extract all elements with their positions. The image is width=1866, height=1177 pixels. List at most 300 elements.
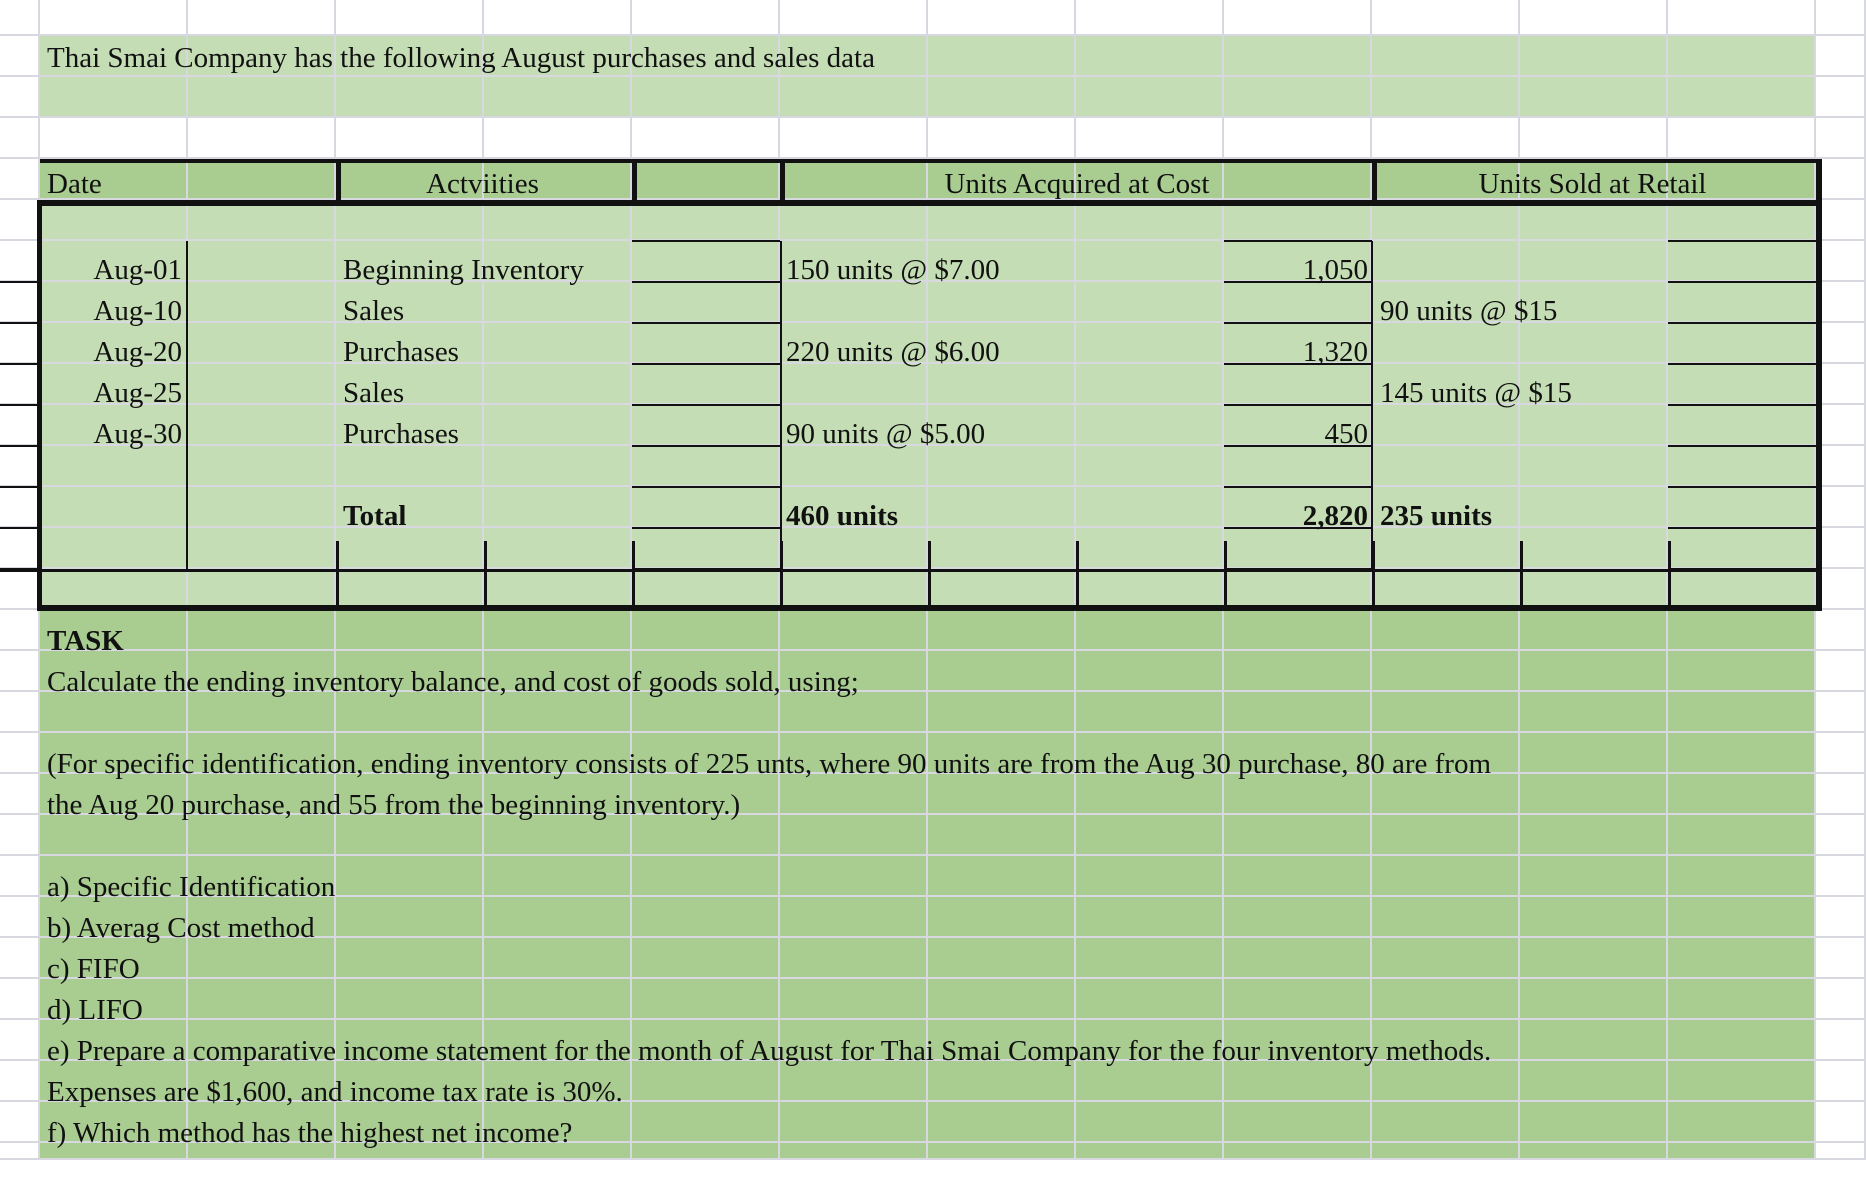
- row-header-cell[interactable]: [0, 1020, 40, 1061]
- sheet-cell[interactable]: [484, 364, 632, 405]
- sheet-cell[interactable]: [1224, 569, 1372, 610]
- sheet-cell[interactable]: [632, 528, 780, 569]
- sheet-cell[interactable]: [780, 979, 928, 1020]
- sheet-cell[interactable]: [336, 0, 484, 36]
- header-date[interactable]: Date: [47, 168, 102, 200]
- sheet-cell[interactable]: [1076, 241, 1224, 282]
- sheet-cell[interactable]: [632, 159, 780, 200]
- sheet-cell[interactable]: [780, 815, 928, 856]
- row-date-4[interactable]: Aug-25: [93, 377, 182, 409]
- sheet-cell[interactable]: [1076, 856, 1224, 897]
- sheet-cell[interactable]: [1372, 1102, 1520, 1143]
- row-header-cell[interactable]: [0, 610, 40, 651]
- sheet-cell[interactable]: [632, 487, 780, 528]
- row-activity-4[interactable]: Sales: [343, 377, 405, 409]
- sheet-cell[interactable]: [632, 118, 780, 159]
- sheet-cell[interactable]: [632, 241, 780, 282]
- row-header-cell[interactable]: [0, 77, 40, 118]
- sheet-cell[interactable]: [1372, 241, 1520, 282]
- col-rule: [780, 241, 782, 569]
- sheet-cell[interactable]: [632, 1102, 780, 1143]
- sheet-cell[interactable]: [1076, 77, 1224, 118]
- sheet-cell[interactable]: [1076, 897, 1224, 938]
- sheet-cell[interactable]: [780, 77, 928, 118]
- sheet-cell[interactable]: [1076, 938, 1224, 979]
- sheet-cell[interactable]: [1224, 938, 1372, 979]
- sheet-cell[interactable]: [484, 323, 632, 364]
- row-activity-3[interactable]: Purchases: [343, 336, 459, 368]
- sheet-cell[interactable]: [1668, 487, 1816, 528]
- sheet-cell[interactable]: [188, 405, 336, 446]
- row-header-cell[interactable]: [0, 692, 40, 733]
- sheet-cell[interactable]: [1076, 200, 1224, 241]
- row-header-cell[interactable]: [0, 159, 40, 200]
- sheet-cell[interactable]: [1224, 118, 1372, 159]
- sheet-cell[interactable]: [336, 118, 484, 159]
- sheet-cell[interactable]: [1372, 651, 1520, 692]
- sheet-cell[interactable]: [780, 118, 928, 159]
- sheet-cell[interactable]: [336, 200, 484, 241]
- sheet-cell[interactable]: [1372, 36, 1520, 77]
- sheet-cell[interactable]: [1816, 856, 1866, 897]
- sheet-cell[interactable]: [928, 118, 1076, 159]
- row-cost-3[interactable]: 1,320: [1302, 336, 1368, 368]
- row-header-cell[interactable]: [0, 282, 40, 323]
- sheet-cell[interactable]: [1076, 692, 1224, 733]
- sheet-cell[interactable]: [1668, 200, 1816, 241]
- sheet-cell[interactable]: [1224, 856, 1372, 897]
- sheet-cell[interactable]: [928, 569, 1076, 610]
- sheet-cell[interactable]: [484, 0, 632, 36]
- sheet-cell[interactable]: [1372, 897, 1520, 938]
- sheet-cell[interactable]: [632, 897, 780, 938]
- sheet-cell[interactable]: [1816, 364, 1866, 405]
- sheet-cell[interactable]: [188, 159, 336, 200]
- sheet-cell[interactable]: [1816, 1061, 1866, 1102]
- sheet-cell[interactable]: [40, 0, 188, 36]
- sheet-cell[interactable]: [928, 77, 1076, 118]
- sheet-cell[interactable]: [1520, 1061, 1668, 1102]
- sheet-cell[interactable]: [40, 118, 188, 159]
- sheet-cell[interactable]: [1816, 938, 1866, 979]
- row-activity-1[interactable]: Beginning Inventory: [343, 254, 584, 286]
- total-label[interactable]: Total: [343, 500, 407, 532]
- row-header-cell[interactable]: [0, 733, 40, 774]
- sheet-cell[interactable]: [1372, 610, 1520, 651]
- row-header-cell[interactable]: [0, 118, 40, 159]
- sheet-cell[interactable]: [1816, 323, 1866, 364]
- row-date-1[interactable]: Aug-01: [93, 254, 182, 286]
- sheet-cell[interactable]: [1668, 1102, 1816, 1143]
- header-units-acquired[interactable]: Units Acquired at Cost: [944, 168, 1210, 200]
- sheet-cell[interactable]: [928, 0, 1076, 36]
- sheet-cell[interactable]: [1668, 282, 1816, 323]
- sheet-cell[interactable]: [1520, 487, 1668, 528]
- sheet-cell[interactable]: [1372, 815, 1520, 856]
- sheet-cell[interactable]: [1816, 774, 1866, 815]
- sheet-cell[interactable]: [928, 856, 1076, 897]
- total-cost[interactable]: 2,820: [1302, 500, 1368, 532]
- sheet-cell[interactable]: [1520, 36, 1668, 77]
- sheet-cell[interactable]: [1076, 569, 1224, 610]
- sheet-cell[interactable]: [1520, 815, 1668, 856]
- sheet-cell[interactable]: [1668, 856, 1816, 897]
- sheet-cell[interactable]: [1372, 118, 1520, 159]
- sheet-cell[interactable]: [928, 1143, 1076, 1160]
- sheet-cell[interactable]: [1668, 938, 1816, 979]
- sheet-cell[interactable]: [188, 282, 336, 323]
- sheet-cell[interactable]: [632, 610, 780, 651]
- sheet-cell[interactable]: [632, 323, 780, 364]
- cell-rule: [1668, 486, 1816, 488]
- sheet-cell[interactable]: [1816, 405, 1866, 446]
- sheet-cell[interactable]: [1372, 1143, 1520, 1160]
- sheet-cell[interactable]: [1076, 405, 1224, 446]
- sheet-cell[interactable]: [1372, 77, 1520, 118]
- sheet-cell[interactable]: [188, 979, 336, 1020]
- sheet-cell[interactable]: [780, 569, 928, 610]
- sheet-cell[interactable]: [1668, 0, 1816, 36]
- sheet-cell[interactable]: [632, 979, 780, 1020]
- sheet-cell[interactable]: [928, 938, 1076, 979]
- sheet-cell[interactable]: [1816, 159, 1866, 200]
- row-cost-5[interactable]: 450: [1324, 418, 1368, 450]
- sheet-cell[interactable]: [632, 364, 780, 405]
- row-header-cell[interactable]: [0, 979, 40, 1020]
- row-acquired-3[interactable]: 220 units @ $6.00: [786, 336, 1000, 368]
- row-header-cell[interactable]: [0, 569, 40, 610]
- sheet-cell[interactable]: [188, 241, 336, 282]
- sheet-cell[interactable]: [1668, 651, 1816, 692]
- sheet-cell[interactable]: [928, 487, 1076, 528]
- sheet-cell[interactable]: [336, 979, 484, 1020]
- sheet-cell[interactable]: [484, 77, 632, 118]
- sheet-cell[interactable]: [188, 528, 336, 569]
- sheet-cell[interactable]: [1372, 938, 1520, 979]
- sheet-cell[interactable]: [1520, 446, 1668, 487]
- sheet-cell[interactable]: [928, 815, 1076, 856]
- row-header-cell[interactable]: [0, 405, 40, 446]
- sheet-cell[interactable]: [1076, 528, 1224, 569]
- sheet-cell[interactable]: [188, 610, 336, 651]
- sheet-cell[interactable]: [1520, 1020, 1668, 1061]
- sheet-cell[interactable]: [632, 938, 780, 979]
- sheet-cell[interactable]: [1668, 569, 1816, 610]
- sheet-cell[interactable]: [632, 200, 780, 241]
- sheet-cell[interactable]: [928, 200, 1076, 241]
- sheet-cell[interactable]: [1668, 77, 1816, 118]
- sheet-cell[interactable]: [188, 0, 336, 36]
- sheet-cell[interactable]: [1076, 979, 1224, 1020]
- sheet-cell[interactable]: [632, 1143, 780, 1160]
- sheet-cell[interactable]: [1224, 200, 1372, 241]
- sheet-cell[interactable]: [1520, 774, 1668, 815]
- row-acquired-1[interactable]: 150 units @ $7.00: [786, 254, 1000, 286]
- sheet-cell[interactable]: [40, 487, 188, 528]
- sheet-cell[interactable]: [1816, 569, 1866, 610]
- sheet-cell[interactable]: [1668, 1061, 1816, 1102]
- row-header-cell[interactable]: [0, 200, 40, 241]
- sheet-cell[interactable]: [1372, 692, 1520, 733]
- sheet-cell[interactable]: [780, 938, 928, 979]
- sheet-cell[interactable]: [1076, 118, 1224, 159]
- sheet-cell[interactable]: [484, 610, 632, 651]
- sheet-cell[interactable]: [928, 692, 1076, 733]
- sheet-cell[interactable]: [1372, 569, 1520, 610]
- sheet-cell[interactable]: [336, 938, 484, 979]
- sheet-cell[interactable]: [1076, 815, 1224, 856]
- sheet-cell[interactable]: [1668, 733, 1816, 774]
- sheet-cell[interactable]: [1372, 446, 1520, 487]
- sheet-cell[interactable]: [632, 569, 780, 610]
- sheet-cell[interactable]: [1224, 692, 1372, 733]
- row-header-cell[interactable]: [0, 815, 40, 856]
- sheet-cell[interactable]: [1668, 1143, 1816, 1160]
- header-units-sold[interactable]: Units Sold at Retail: [1478, 168, 1707, 200]
- sheet-cell[interactable]: [1224, 979, 1372, 1020]
- sheet-cell[interactable]: [1520, 118, 1668, 159]
- sheet-cell[interactable]: [1520, 528, 1668, 569]
- sheet-cell[interactable]: [1668, 118, 1816, 159]
- row-header-cell[interactable]: [0, 528, 40, 569]
- row-date-3[interactable]: Aug-20: [93, 336, 182, 368]
- sheet-cell[interactable]: [1076, 1102, 1224, 1143]
- sheet-cell[interactable]: [484, 897, 632, 938]
- sheet-cell[interactable]: [1520, 651, 1668, 692]
- sheet-cell[interactable]: [928, 979, 1076, 1020]
- sheet-cell[interactable]: [1668, 364, 1816, 405]
- sheet-cell[interactable]: [484, 528, 632, 569]
- sheet-cell[interactable]: [1520, 692, 1668, 733]
- sheet-cell[interactable]: [188, 487, 336, 528]
- sheet-cell[interactable]: [1076, 651, 1224, 692]
- row-header-cell[interactable]: [0, 323, 40, 364]
- sheet-cell[interactable]: [336, 897, 484, 938]
- sheet-cell[interactable]: [1520, 979, 1668, 1020]
- row-date-2[interactable]: Aug-10: [93, 295, 182, 327]
- sheet-cell[interactable]: [1076, 610, 1224, 651]
- row-sold-2[interactable]: 90 units @ $15: [1380, 295, 1558, 327]
- sheet-cell[interactable]: [1816, 487, 1866, 528]
- task-item-a: a) Specific Identification: [47, 871, 336, 903]
- row-header-cell[interactable]: [0, 651, 40, 692]
- sheet-cell[interactable]: [484, 856, 632, 897]
- sheet-cell[interactable]: [484, 200, 632, 241]
- sheet-cell[interactable]: [1520, 856, 1668, 897]
- sheet-cell[interactable]: [928, 528, 1076, 569]
- sheet-cell[interactable]: [1816, 77, 1866, 118]
- sheet-cell[interactable]: [780, 1143, 928, 1160]
- sheet-cell[interactable]: [1224, 651, 1372, 692]
- sheet-cell[interactable]: [1076, 36, 1224, 77]
- row-cost-1[interactable]: 1,050: [1302, 254, 1368, 286]
- row-activity-5[interactable]: Purchases: [343, 418, 459, 450]
- sheet-cell[interactable]: [1816, 0, 1866, 36]
- sheet-cell[interactable]: [1668, 1020, 1816, 1061]
- sheet-cell[interactable]: [188, 323, 336, 364]
- sheet-cell[interactable]: [928, 1102, 1076, 1143]
- sheet-cell[interactable]: [1076, 1143, 1224, 1160]
- row-sold-4[interactable]: 145 units @ $15: [1380, 377, 1572, 409]
- sheet-cell[interactable]: [780, 897, 928, 938]
- sheet-cell[interactable]: [1668, 610, 1816, 651]
- row-activity-2[interactable]: Sales: [343, 295, 405, 327]
- sheet-cell[interactable]: [1520, 241, 1668, 282]
- sheet-cell[interactable]: [1816, 897, 1866, 938]
- sheet-cell[interactable]: [1816, 1102, 1866, 1143]
- sheet-cell[interactable]: [1816, 36, 1866, 77]
- row-header-cell[interactable]: [0, 0, 40, 36]
- sheet-cell[interactable]: [1816, 241, 1866, 282]
- sheet-cell[interactable]: [1668, 979, 1816, 1020]
- sheet-cell[interactable]: [40, 569, 188, 610]
- sheet-cell[interactable]: [632, 282, 780, 323]
- sheet-cell[interactable]: [40, 528, 188, 569]
- sheet-cell[interactable]: [188, 118, 336, 159]
- sheet-cell[interactable]: [1816, 282, 1866, 323]
- sheet-cell[interactable]: [1224, 1102, 1372, 1143]
- sheet-cell[interactable]: [188, 77, 336, 118]
- sheet-cell[interactable]: [632, 77, 780, 118]
- sheet-cell[interactable]: [484, 938, 632, 979]
- sheet-cell[interactable]: [1076, 487, 1224, 528]
- sheet-cell[interactable]: [484, 405, 632, 446]
- row-header-cell[interactable]: [0, 1143, 40, 1160]
- sheet-cell[interactable]: [928, 36, 1076, 77]
- sheet-cell[interactable]: [1816, 1143, 1866, 1160]
- sheet-cell[interactable]: [1224, 36, 1372, 77]
- sheet-cell[interactable]: [1668, 405, 1816, 446]
- task-line: Calculate the ending inventory balance, and cost of goods sold, using;: [47, 666, 859, 698]
- sheet-cell[interactable]: [632, 0, 780, 36]
- row-header-cell[interactable]: [0, 856, 40, 897]
- row-header-cell[interactable]: [0, 446, 40, 487]
- sheet-cell[interactable]: [928, 651, 1076, 692]
- sheet-cell[interactable]: [1076, 364, 1224, 405]
- sheet-cell[interactable]: [188, 446, 336, 487]
- sheet-cell[interactable]: [336, 77, 484, 118]
- sheet-cell[interactable]: [632, 856, 780, 897]
- sheet-cell[interactable]: [780, 610, 928, 651]
- sheet-cell[interactable]: [1520, 733, 1668, 774]
- sheet-cell[interactable]: [780, 1102, 928, 1143]
- sheet-cell[interactable]: [484, 487, 632, 528]
- sheet-cell[interactable]: [1520, 938, 1668, 979]
- header-activities[interactable]: Actviities: [426, 168, 539, 200]
- total-sold[interactable]: 235 units: [1380, 500, 1493, 532]
- row-header-cell[interactable]: [0, 938, 40, 979]
- sheet-cell[interactable]: [1816, 118, 1866, 159]
- sheet-cell[interactable]: [1520, 200, 1668, 241]
- sheet-cell[interactable]: [1076, 323, 1224, 364]
- sheet-cell[interactable]: [1668, 692, 1816, 733]
- sheet-cell[interactable]: [1668, 446, 1816, 487]
- sheet-cell[interactable]: [1816, 651, 1866, 692]
- sheet-cell[interactable]: [1372, 979, 1520, 1020]
- row-header-cell[interactable]: [0, 1102, 40, 1143]
- sheet-cell[interactable]: [780, 0, 928, 36]
- sheet-cell[interactable]: [1224, 610, 1372, 651]
- row-acquired-5[interactable]: 90 units @ $5.00: [786, 418, 986, 450]
- row-header-cell[interactable]: [0, 241, 40, 282]
- sheet-cell[interactable]: [1816, 733, 1866, 774]
- sheet-cell[interactable]: [1224, 897, 1372, 938]
- row-header-cell[interactable]: [0, 487, 40, 528]
- sheet-cell[interactable]: [40, 200, 188, 241]
- sheet-cell[interactable]: [1668, 774, 1816, 815]
- sheet-cell[interactable]: [1816, 528, 1866, 569]
- sheet-cell[interactable]: [1076, 446, 1224, 487]
- sheet-cell[interactable]: [780, 200, 928, 241]
- sheet-cell[interactable]: [1520, 897, 1668, 938]
- sheet-cell[interactable]: [1224, 0, 1372, 36]
- sheet-cell[interactable]: [1224, 1143, 1372, 1160]
- sheet-cell[interactable]: [1668, 815, 1816, 856]
- sheet-cell[interactable]: [484, 569, 632, 610]
- sheet-cell[interactable]: [1816, 815, 1866, 856]
- sheet-cell[interactable]: [1520, 569, 1668, 610]
- total-acquired[interactable]: 460 units: [786, 500, 899, 532]
- sheet-cell[interactable]: [1520, 0, 1668, 36]
- sheet-cell[interactable]: [484, 446, 632, 487]
- sheet-cell[interactable]: [1520, 1102, 1668, 1143]
- sheet-cell[interactable]: [1224, 77, 1372, 118]
- row-date-5[interactable]: Aug-30: [93, 418, 182, 450]
- sheet-cell[interactable]: [1816, 1020, 1866, 1061]
- sheet-cell[interactable]: [1520, 610, 1668, 651]
- sheet-cell[interactable]: [188, 200, 336, 241]
- sheet-cell[interactable]: [1372, 200, 1520, 241]
- sheet-cell[interactable]: [1816, 979, 1866, 1020]
- sheet-cell[interactable]: [1372, 0, 1520, 36]
- sheet-cell[interactable]: [1520, 1143, 1668, 1160]
- sheet-cell[interactable]: [484, 979, 632, 1020]
- sheet-cell[interactable]: [188, 569, 336, 610]
- row-header-cell[interactable]: [0, 36, 40, 77]
- sheet-cell[interactable]: [632, 446, 780, 487]
- sheet-cell[interactable]: [1816, 446, 1866, 487]
- sheet-cell[interactable]: [1224, 815, 1372, 856]
- sheet-cell[interactable]: [40, 77, 188, 118]
- sheet-cell[interactable]: [1668, 241, 1816, 282]
- sheet-cell[interactable]: [484, 118, 632, 159]
- sheet-cell[interactable]: [1668, 897, 1816, 938]
- row-header-cell[interactable]: [0, 897, 40, 938]
- sheet-cell[interactable]: [1668, 323, 1816, 364]
- sheet-cell[interactable]: [1520, 77, 1668, 118]
- sheet-cell[interactable]: [928, 610, 1076, 651]
- sheet-cell[interactable]: [188, 364, 336, 405]
- sheet-cell[interactable]: [336, 856, 484, 897]
- sheet-cell[interactable]: [1816, 610, 1866, 651]
- sheet-cell[interactable]: [928, 897, 1076, 938]
- sheet-cell[interactable]: [1668, 36, 1816, 77]
- sheet-cell[interactable]: [1372, 856, 1520, 897]
- cell-rule: [632, 322, 780, 324]
- sheet-cell[interactable]: [632, 405, 780, 446]
- row-header-cell[interactable]: [0, 774, 40, 815]
- sheet-cell[interactable]: [1668, 528, 1816, 569]
- sheet-cell[interactable]: [336, 610, 484, 651]
- sheet-cell[interactable]: [1076, 0, 1224, 36]
- sheet-cell[interactable]: [1816, 200, 1866, 241]
- row-header-cell[interactable]: [0, 1061, 40, 1102]
- sheet-cell[interactable]: [336, 569, 484, 610]
- row-header-cell[interactable]: [0, 364, 40, 405]
- sheet-cell[interactable]: [1816, 692, 1866, 733]
- sheet-cell[interactable]: [1076, 282, 1224, 323]
- sheet-cell[interactable]: [780, 856, 928, 897]
